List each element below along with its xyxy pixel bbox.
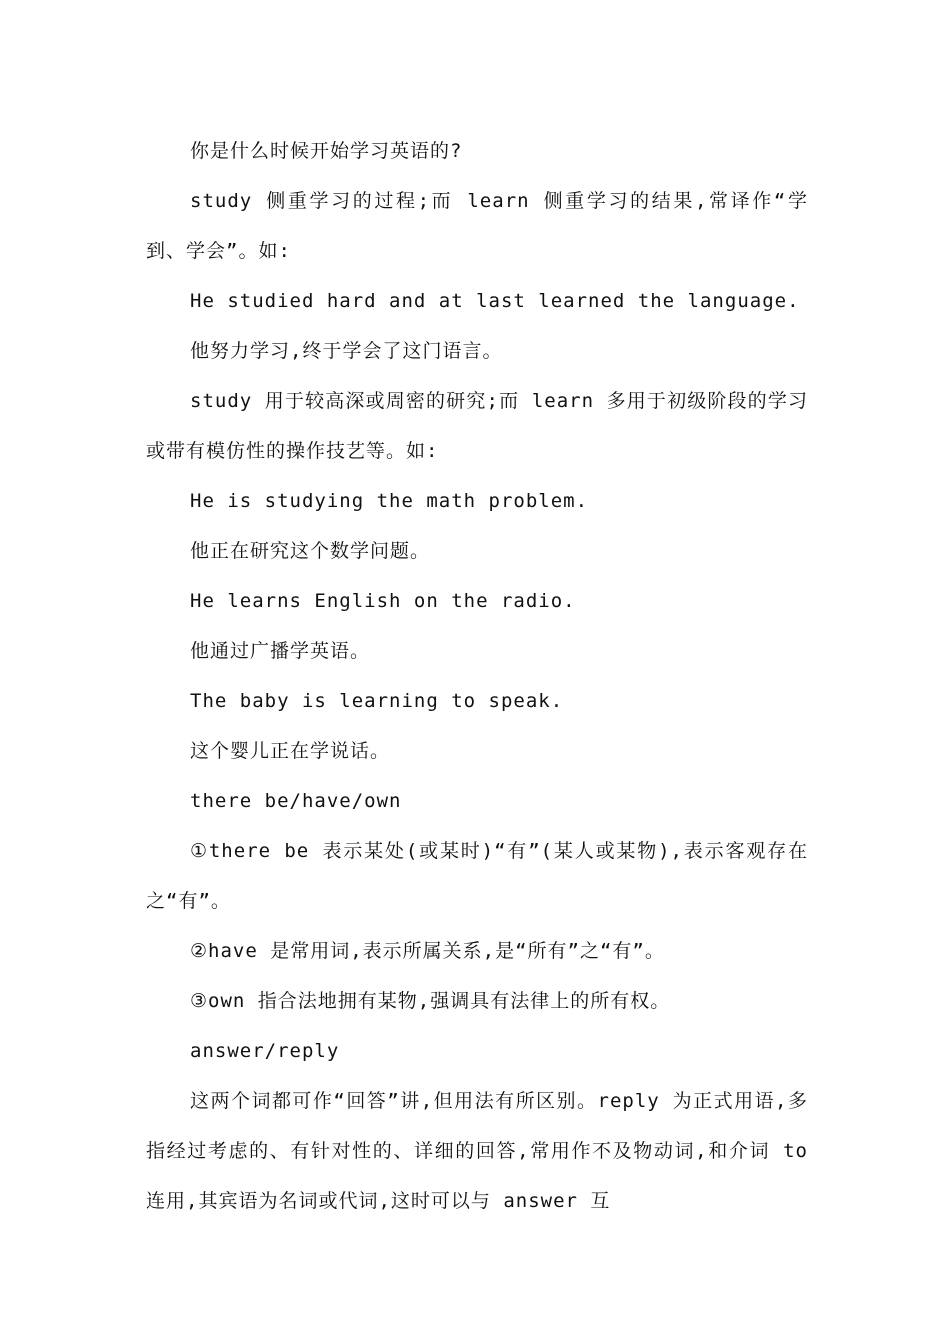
example-sentence-zh: 他努力学习,终于学会了这门语言。: [190, 340, 503, 362]
paragraph-study-learn-process: study 侧重学习的过程;而 learn 侧重学习的结果,常译作“学到、学会”。如:: [146, 190, 808, 262]
list-item-there-be: ①there be 表示某处(或某时)“有”(某人或某物),表示客观存在之“有”。: [146, 840, 808, 912]
list-item-have: ②have 是常用词,表示所属关系,是“所有”之“有”。: [190, 940, 665, 962]
example-sentence-zh: 他正在研究这个数学问题。: [190, 540, 431, 562]
section-heading-there-be: there be/have/own: [190, 790, 402, 812]
example-sentence-zh: 他通过广播学英语。: [190, 640, 371, 662]
example-sentence-en: The baby is learning to speak.: [190, 690, 564, 712]
example-sentence-en: He learns English on the radio.: [190, 590, 576, 612]
section-heading-answer-reply: answer/reply: [190, 1040, 340, 1062]
paragraph-study-learn-level: study 用于较高深或周密的研究;而 learn 多用于初级阶段的学习或带有模仿性的操作技艺等。如:: [146, 390, 808, 462]
example-sentence-zh: 这个婴儿正在学说话。: [190, 740, 391, 762]
list-item-own: ③own 指合法地拥有某物,强调具有法律上的所有权。: [190, 990, 671, 1012]
example-sentence-en: He studied hard and at last learned the language.: [190, 290, 800, 312]
paragraph-question: 你是什么时候开始学习英语的?: [190, 140, 463, 162]
example-sentence-en: He is studying the math problem.: [190, 490, 589, 512]
document-body: [146, 126, 808, 1226]
paragraph-answer-reply: 这两个词都可作“回答”讲,但用法有所区别。reply 为正式用语,多指经过考虑的、有针对性的、详细的回答,常用作不及物动词,和介词 to 连用,其宾语为名词或代词,这时可以与 answer 互: [146, 1090, 808, 1212]
